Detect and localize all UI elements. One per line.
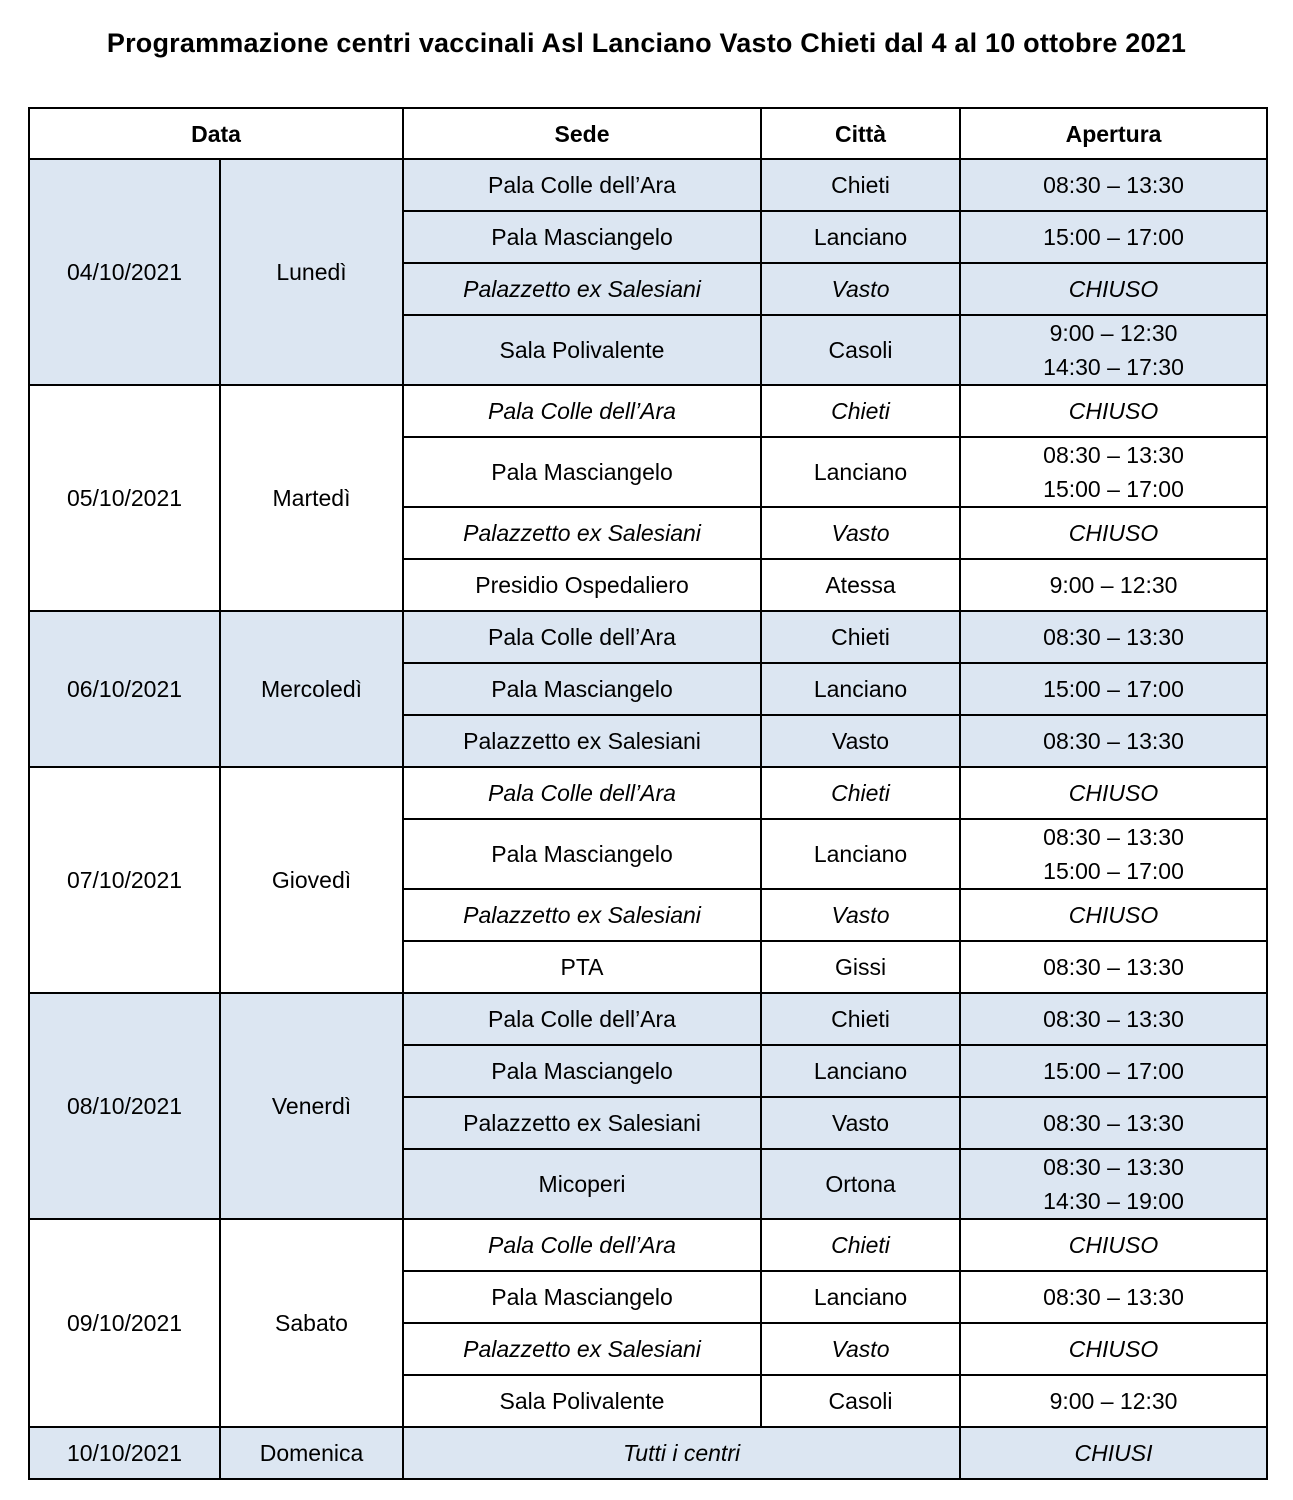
apertura-cell xyxy=(960,1375,1267,1427)
weekday-cell: Giovedì xyxy=(220,767,403,993)
header-apertura: Apertura xyxy=(960,108,1267,159)
sede-cell: Palazzetto ex Salesiani xyxy=(403,263,761,315)
apertura-cell xyxy=(960,1323,1267,1375)
apertura-line: 08:30 – 13:30 xyxy=(1043,1284,1184,1310)
citta-cell: Lanciano xyxy=(761,663,960,715)
apertura-line: CHIUSO xyxy=(1068,398,1159,424)
apertura-cell xyxy=(960,993,1267,1045)
sede-cell: Sala Polivalente xyxy=(403,1375,761,1427)
apertura-line: 08:30 – 13:30 xyxy=(1043,1110,1184,1136)
citta-cell: Ortona xyxy=(761,1149,960,1219)
citta-cell: Vasto xyxy=(761,263,960,315)
citta-cell: Lanciano xyxy=(761,1045,960,1097)
apertura-cell xyxy=(960,715,1267,767)
schedule-table xyxy=(28,107,1268,1480)
sede-cell: Pala Masciangelo xyxy=(403,663,761,715)
citta-cell: Vasto xyxy=(761,715,960,767)
table-row xyxy=(29,611,1267,663)
citta-cell: Lanciano xyxy=(761,211,960,263)
citta-cell: Chieti xyxy=(761,993,960,1045)
apertura-cell xyxy=(960,889,1267,941)
sede-cell: Pala Masciangelo xyxy=(403,1271,761,1323)
citta-cell: Chieti xyxy=(761,1219,960,1271)
table-row-domenica xyxy=(29,1427,1267,1479)
sede-cell: Palazzetto ex Salesiani xyxy=(403,1097,761,1149)
apertura-cell xyxy=(960,1271,1267,1323)
apertura-line: 15:00 – 17:00 xyxy=(1043,476,1184,502)
header-citta: Città xyxy=(761,108,960,159)
apertura-line: CHIUSO xyxy=(1068,276,1159,302)
citta-cell: Lanciano xyxy=(761,1271,960,1323)
apertura-line: 08:30 – 13:30 xyxy=(1043,442,1184,468)
sede-cell: Pala Masciangelo xyxy=(403,1045,761,1097)
date-cell: 10/10/2021 xyxy=(29,1427,220,1479)
apertura-cell xyxy=(960,385,1267,437)
apertura-line: 08:30 – 13:30 xyxy=(1043,172,1184,198)
apertura-line: 08:30 – 13:30 xyxy=(1043,1154,1184,1180)
apertura-cell xyxy=(960,1219,1267,1271)
sede-cell: Pala Colle dell’Ara xyxy=(403,767,761,819)
date-cell: 08/10/2021 xyxy=(29,993,220,1219)
sede-cell: PTA xyxy=(403,941,761,993)
citta-cell: Vasto xyxy=(761,1323,960,1375)
apertura-cell xyxy=(960,1045,1267,1097)
apertura-line: CHIUSO xyxy=(1068,780,1159,806)
citta-cell: Lanciano xyxy=(761,819,960,889)
date-cell: 06/10/2021 xyxy=(29,611,220,767)
sede-cell: Pala Colle dell’Ara xyxy=(403,159,761,211)
sede-cell: Pala Masciangelo xyxy=(403,819,761,889)
apertura-cell: CHIUSI xyxy=(960,1427,1267,1479)
apertura-cell xyxy=(960,941,1267,993)
date-cell: 09/10/2021 xyxy=(29,1219,220,1427)
sede-cell: Sala Polivalente xyxy=(403,315,761,385)
citta-cell: Vasto xyxy=(761,1097,960,1149)
citta-cell: Vasto xyxy=(761,507,960,559)
weekday-cell: Domenica xyxy=(220,1427,403,1479)
apertura-line: 08:30 – 13:30 xyxy=(1043,954,1184,980)
sede-cell: Pala Colle dell’Ara xyxy=(403,993,761,1045)
apertura-line: 08:30 – 13:30 xyxy=(1043,824,1184,850)
table-row xyxy=(29,767,1267,819)
header-sede: Sede xyxy=(403,108,761,159)
apertura-line: CHIUSO xyxy=(1068,520,1159,546)
apertura-cell xyxy=(960,1149,1267,1219)
apertura-cell xyxy=(960,263,1267,315)
apertura-line: 9:00 – 12:30 xyxy=(1049,572,1178,598)
apertura-line: 9:00 – 12:30 xyxy=(1049,320,1178,346)
apertura-cell xyxy=(960,507,1267,559)
sede-cell: Palazzetto ex Salesiani xyxy=(403,889,761,941)
apertura-line: 15:00 – 17:00 xyxy=(1043,1058,1184,1084)
citta-cell: Chieti xyxy=(761,159,960,211)
apertura-cell xyxy=(960,819,1267,889)
table-row xyxy=(29,1219,1267,1271)
citta-cell: Gissi xyxy=(761,941,960,993)
apertura-cell xyxy=(960,437,1267,507)
sede-cell: Pala Masciangelo xyxy=(403,437,761,507)
date-cell: 07/10/2021 xyxy=(29,767,220,993)
sede-cell: Pala Colle dell’Ara xyxy=(403,385,761,437)
weekday-cell: Sabato xyxy=(220,1219,403,1427)
sede-cell: Palazzetto ex Salesiani xyxy=(403,507,761,559)
apertura-line: 08:30 – 13:30 xyxy=(1043,728,1184,754)
citta-cell: Chieti xyxy=(761,385,960,437)
header-row xyxy=(29,108,1267,159)
sede-cell: Pala Colle dell’Ara xyxy=(403,611,761,663)
date-cell: 05/10/2021 xyxy=(29,385,220,611)
apertura-cell xyxy=(960,1097,1267,1149)
apertura-cell xyxy=(960,767,1267,819)
apertura-cell xyxy=(960,315,1267,385)
table-row xyxy=(29,159,1267,211)
sede-cell: Presidio Ospedaliero xyxy=(403,559,761,611)
apertura-line: 14:30 – 17:30 xyxy=(1043,354,1184,380)
date-cell: 04/10/2021 xyxy=(29,159,220,385)
apertura-cell xyxy=(960,559,1267,611)
table-row xyxy=(29,385,1267,437)
table-row xyxy=(29,993,1267,1045)
citta-cell: Casoli xyxy=(761,1375,960,1427)
sede-cell: Palazzetto ex Salesiani xyxy=(403,1323,761,1375)
apertura-line: 15:00 – 17:00 xyxy=(1043,224,1184,250)
apertura-line: 9:00 – 12:30 xyxy=(1049,1388,1178,1414)
weekday-cell: Venerdì xyxy=(220,993,403,1219)
apertura-cell xyxy=(960,159,1267,211)
weekday-cell: Lunedì xyxy=(220,159,403,385)
page-title: Programmazione centri vaccinali Asl Lanciano Vasto Chieti dal 4 al 10 ottobre 2021 xyxy=(106,28,1187,58)
apertura-line: CHIUSO xyxy=(1068,902,1159,928)
citta-cell: Chieti xyxy=(761,767,960,819)
citta-cell: Lanciano xyxy=(761,437,960,507)
apertura-line: 08:30 – 13:30 xyxy=(1043,624,1184,650)
weekday-cell: Martedì xyxy=(220,385,403,611)
citta-cell: Vasto xyxy=(761,889,960,941)
apertura-line: 15:00 – 17:00 xyxy=(1043,676,1184,702)
sede-cell: Pala Colle dell’Ara xyxy=(403,1219,761,1271)
apertura-cell xyxy=(960,611,1267,663)
apertura-cell xyxy=(960,211,1267,263)
header-data: Data xyxy=(29,108,403,159)
citta-cell: Casoli xyxy=(761,315,960,385)
sede-cell: Micoperi xyxy=(403,1149,761,1219)
sede-cell: Palazzetto ex Salesiani xyxy=(403,715,761,767)
apertura-line: CHIUSO xyxy=(1068,1336,1159,1362)
apertura-line: 14:30 – 19:00 xyxy=(1043,1188,1184,1214)
weekday-cell: Mercoledì xyxy=(220,611,403,767)
apertura-line: 15:00 – 17:00 xyxy=(1043,858,1184,884)
apertura-cell xyxy=(960,663,1267,715)
sede-cell: Pala Masciangelo xyxy=(403,211,761,263)
apertura-line: 08:30 – 13:30 xyxy=(1043,1006,1184,1032)
apertura-line: CHIUSO xyxy=(1068,1232,1159,1258)
citta-cell: Atessa xyxy=(761,559,960,611)
citta-cell: Chieti xyxy=(761,611,960,663)
sede-cell-all: Tutti i centri xyxy=(403,1427,960,1479)
